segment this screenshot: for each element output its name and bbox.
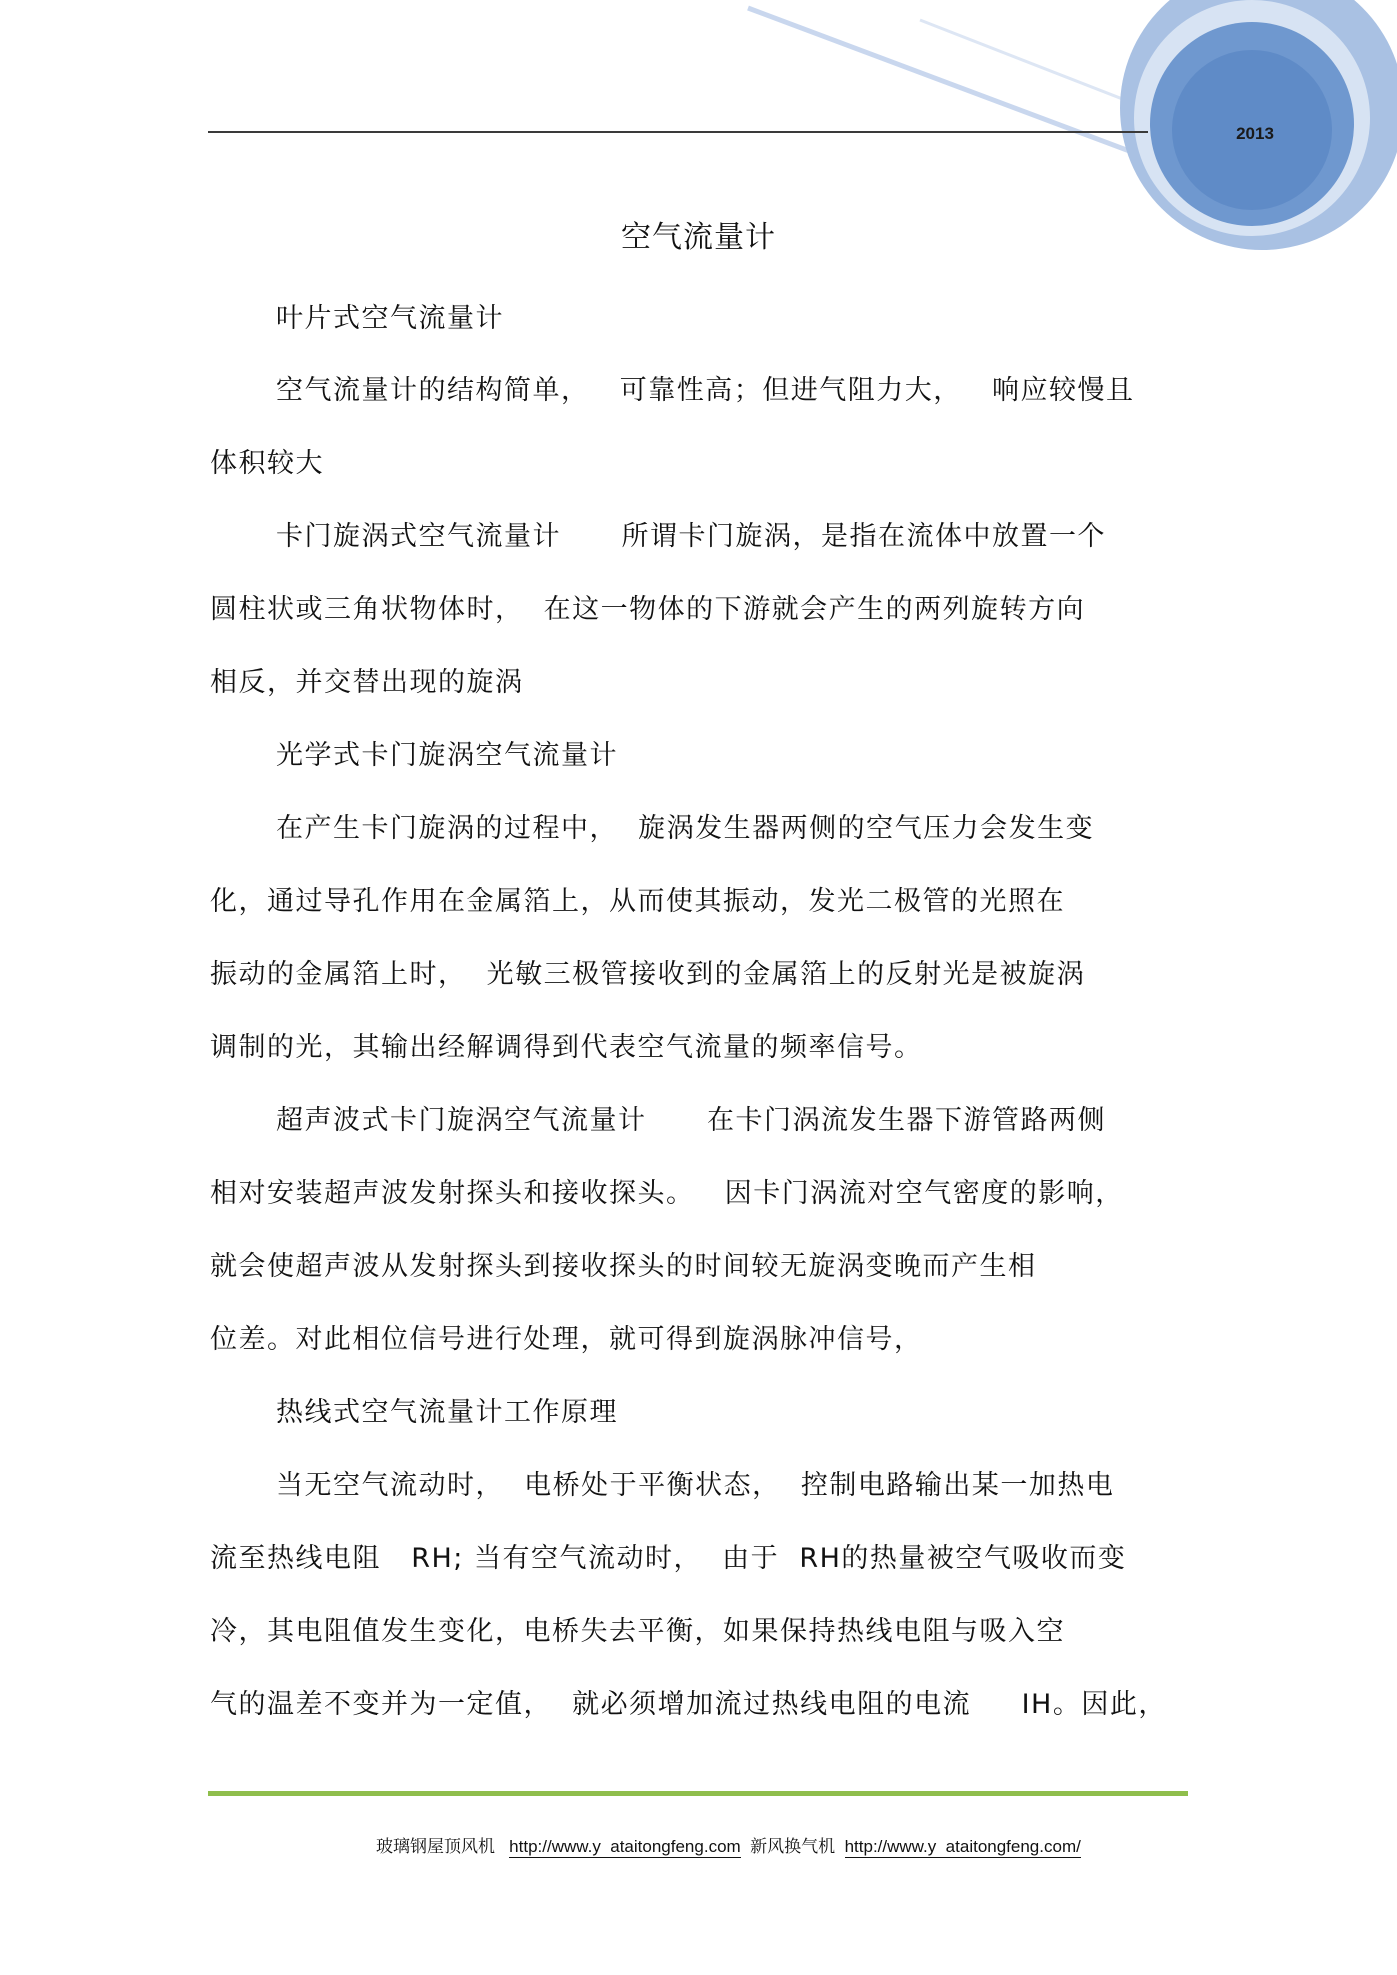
paragraph-line: 调制的光，其输出经解调得到代表空气流量的频率信号。 xyxy=(210,1032,923,1063)
footer-link-1[interactable]: http://www.y ataitongfeng.com xyxy=(509,1837,741,1856)
paragraph-line: 相对安装超声波发射探头和接收探头。 因卡门涡流对空气密度的影响， xyxy=(210,1178,1124,1209)
paragraph-line: 体积较大 xyxy=(210,448,324,479)
footer-label-1: 玻璃钢屋顶风机 xyxy=(376,1837,495,1856)
paragraph-line: 流至热线电阻 RH; 当有空气流动时， 由于 RH的热量被空气吸收而变 xyxy=(210,1543,1127,1574)
section-heading: 光学式卡门旋涡空气流量计 xyxy=(276,740,618,771)
section-heading: 叶片式空气流量计 xyxy=(276,303,504,334)
paragraph-line: 当无空气流动时， 电桥处于平衡状态， 控制电路输出某一加热电 xyxy=(276,1470,1115,1501)
paragraph-line: 卡门旋涡式空气流量计 所谓卡门旋涡，是指在流体中放置一个 xyxy=(276,521,1106,552)
paragraph-line: 圆柱状或三角状物体时， 在这一物体的下游就会产生的两列旋转方向 xyxy=(210,594,1086,625)
paragraph-line: 位差。对此相位信号进行处理，就可得到旋涡脉冲信号， xyxy=(210,1324,923,1355)
footer-label-2: 新风换气机 xyxy=(750,1837,836,1856)
paragraph-line: 冷，其电阻值发生变化，电桥失去平衡，如果保持热线电阻与吸入空 xyxy=(210,1616,1065,1647)
footer-rule xyxy=(208,1791,1188,1796)
section-heading: 热线式空气流量计工作原理 xyxy=(276,1397,618,1428)
document-title: 空气流量计 xyxy=(621,220,776,255)
paragraph-line: 空气流量计的结构简单， 可靠性高；但进气阻力大， 响应较慢且 xyxy=(276,375,1135,406)
paragraph-line: 振动的金属箔上时， 光敏三极管接收到的金属箔上的反射光是被旋涡 xyxy=(210,959,1086,990)
paragraph-line: 气的温差不变并为一定值， 就必须增加流过热线电阻的电流 IH。因此， xyxy=(210,1689,1167,1720)
header-year: 2013 xyxy=(1236,124,1274,143)
footer-link-2[interactable]: http://www.y ataitongfeng.com/ xyxy=(844,1837,1081,1856)
footer xyxy=(376,1832,1081,1857)
paragraph-line: 超声波式卡门旋涡空气流量计 在卡门涡流发生器下游管路两侧 xyxy=(276,1105,1106,1136)
paragraph-line: 化，通过导孔作用在金属箔上，从而使其振动，发光二极管的光照在 xyxy=(210,886,1065,917)
header-rule xyxy=(208,131,1148,133)
paragraph-line: 相反，并交替出现的旋涡 xyxy=(210,667,524,698)
paragraph-line: 就会使超声波从发射探头到接收探头的时间较无旋涡变晚而产生相 xyxy=(210,1251,1037,1282)
paragraph-line: 在产生卡门旋涡的过程中， 旋涡发生器两侧的空气压力会发生变 xyxy=(276,813,1095,844)
